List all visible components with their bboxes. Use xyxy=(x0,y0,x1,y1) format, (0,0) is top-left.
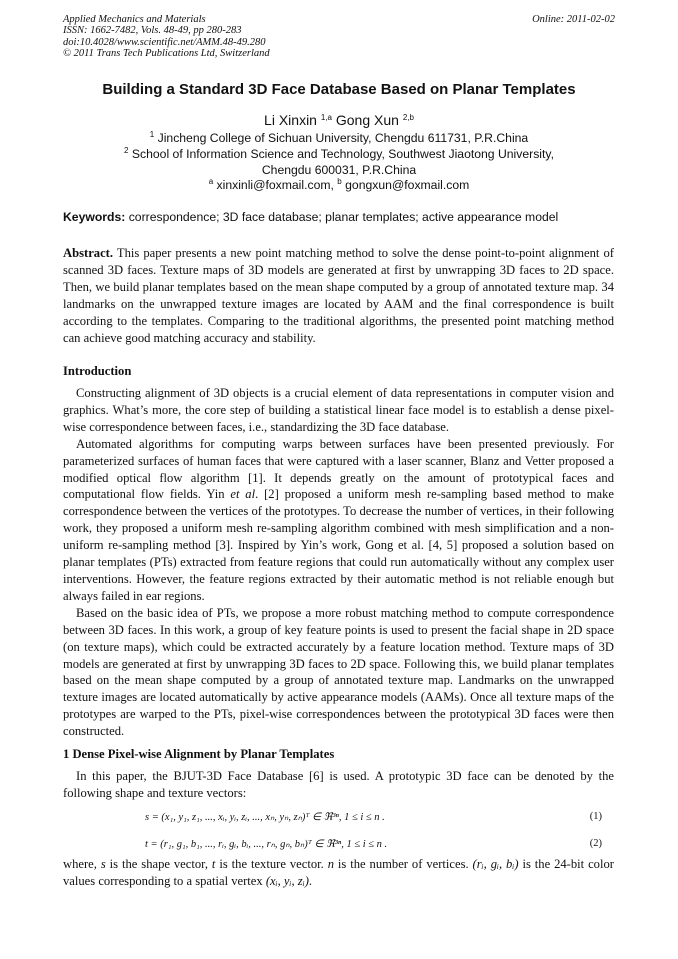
text-run: Automated algorithms for computing warps between surfaces have been presented previously. For parameterized surfaces of human faces that were captured with a laser scanner, Blanz and Vetter proposed a modified optical flow algorithm [1]. It depends greatly on the amount of prototypical faces and computational flow fields. Yin xyxy=(63,436,614,502)
doi-line: doi:10.4028/www.scientific.net/AMM.48-49.280 xyxy=(63,36,266,48)
math-var: t xyxy=(211,857,216,871)
math-var: n xyxy=(327,857,334,871)
journal-name: Applied Mechanics and Materials xyxy=(63,14,206,25)
math-var: s xyxy=(100,857,106,871)
email-line xyxy=(0,178,678,194)
section-heading-introduction: Introduction xyxy=(63,364,132,378)
intro-paragraph-2 xyxy=(63,436,614,605)
abstract-text: This paper presents a new point matching method to solve the dense point-to-point alignment of scanned 3D faces. Texture maps of 3D models are generated at first by unwrapping 3D faces to 2D space. Then, we build planar templates based on the mean shape computed by a group of annotated texture map. 34 landmarks on the unwrapped texture images are located by AAM and the final correspondence is built according to the templates. Comparing to the traditional algorithms, the presented point matching method can achieve good matching accuracy and stability. xyxy=(63,246,614,345)
text-run: is the shape vector, xyxy=(109,857,208,871)
equation-1-number: (1) xyxy=(589,811,602,822)
equation-1-expression: s = (x₁, y₁, z₁, ..., xᵢ, yᵢ, zᵢ, ..., xₙ, yₙ, zₙ)ᵀ ∈ ℜ³ⁿ, 1 ≤ i ≤ n . xyxy=(145,812,385,823)
affiliation-marker: 2 xyxy=(124,146,129,155)
author-superscript: 2,b xyxy=(402,113,414,122)
paper-title: Building a Standard 3D Face Database Based on Planar Templates xyxy=(102,81,576,98)
keywords xyxy=(63,210,623,224)
copyright-line: © 2011 Trans Tech Publications Ltd, Switzerland xyxy=(63,48,270,60)
affiliation-text: School of Information Science and Technology, Southwest Jiaotong University, xyxy=(131,147,554,161)
affiliation-text: Jincheng College of Sichuan University, Chengdu 611731, P.R.China xyxy=(157,131,529,145)
variable-definitions xyxy=(63,856,614,890)
author-line xyxy=(0,112,678,128)
email-marker: b xyxy=(337,177,342,186)
author-name: Gong Xun xyxy=(335,112,399,128)
equation-2-number: (2) xyxy=(589,838,602,849)
issn-line: ISSN: 1662-7482, Vols. 48-49, pp 280-283 xyxy=(63,25,242,37)
equation-2-expression: t = (r₁, g₁, b₁, ..., rᵢ, gᵢ, bᵢ, ..., rₙ, gₙ, bₙ)ᵀ ∈ ℜ³ⁿ, 1 ≤ i ≤ n . xyxy=(145,839,388,850)
affiliation-2-city: Chengdu 600031, P.R.China xyxy=(261,163,417,177)
text-run: is the number of vertices. xyxy=(337,857,469,871)
section-1-text: In this paper, the BJUT-3D Face Database [6] is used. A prototypic 3D face can be denoted by the following shape and texture vectors: xyxy=(63,769,614,800)
keywords-label: Keywords: xyxy=(63,210,126,224)
text-run: . xyxy=(308,873,313,888)
affiliation-2 xyxy=(0,147,678,163)
text-run: is the 24-bit color values corresponding to a spatial vertex xyxy=(63,857,614,888)
abstract-label: Abstract. xyxy=(63,246,114,260)
introduction-body xyxy=(63,385,614,740)
author-superscript: 1,a xyxy=(320,113,332,122)
keywords-text: correspondence; 3D face database; planar templates; active appearance model xyxy=(128,210,559,224)
text-run: where, xyxy=(63,857,97,871)
running-header xyxy=(63,14,615,60)
math-var: (rᵢ, gᵢ, bᵢ) xyxy=(472,857,519,871)
section-heading-1: 1 Dense Pixel-wise Alignment by Planar Templates xyxy=(63,747,335,761)
email-a: xinxinli@foxmail.com, xyxy=(216,178,334,192)
email-marker: a xyxy=(208,177,214,186)
intro-paragraph-3: Based on the basic idea of PTs, we propose a more robust matching method to compute correspondence between 3D faces. In this work, a group of key feature points is used to present the facial shape in 2D space (on texture maps), which could be extracted accurately by a feature location method. Texture maps of 3D models are generated at first by unwrapping 3D faces to 2D space. Following this, we build planar templates based on the mean shape computed by a group of annotated texture map. Landmarks on the unwrapped texture images are located automatically by active appearance models (AAMs). Once all texture maps of the prototypes are warped to the PTs, pixel-wise correspondences between the prototypical 3D faces were then constructed. xyxy=(63,605,614,739)
text-run: is the texture vector. xyxy=(219,857,324,871)
section-1-paragraph xyxy=(63,768,614,802)
online-date: Online: 2011-02-02 xyxy=(532,14,615,25)
math-var: (xᵢ, yᵢ, zᵢ) xyxy=(265,873,309,888)
intro-paragraph-1: Constructing alignment of 3D objects is a crucial element of data representations in computer vision and graphics. What’s more, the core step of building a statistical linear face model is to establish a dense pixel-wise correspondence between faces, i.e., standardizing the 3D face database. xyxy=(63,386,614,434)
text-run-italic: et al xyxy=(230,487,256,502)
text-run: . [2] proposed a uniform mesh re-sampling based method to make correspondence between the vertices of the prototypes. To decrease the number of vertices, in their following work, they proposed a uniform mesh re-sampling algorithm combined with mesh simplification and a non-uniform re-sampling method [3]. Inspired by Yin’s work, Gong et al. [4, 5] proposed a solution based on planar templates (PTs) extracted from feature regions that could run automatically without any complex user interventions. However, the feature regions extracted by their automatic method is not reliable enough but always failed in ear regions. xyxy=(63,487,614,603)
abstract xyxy=(63,245,614,346)
affiliation-1 xyxy=(0,131,678,147)
email-b: gongxun@foxmail.com xyxy=(345,178,470,192)
affiliation-marker: 1 xyxy=(149,130,155,139)
author-name: Li Xinxin xyxy=(264,112,317,128)
